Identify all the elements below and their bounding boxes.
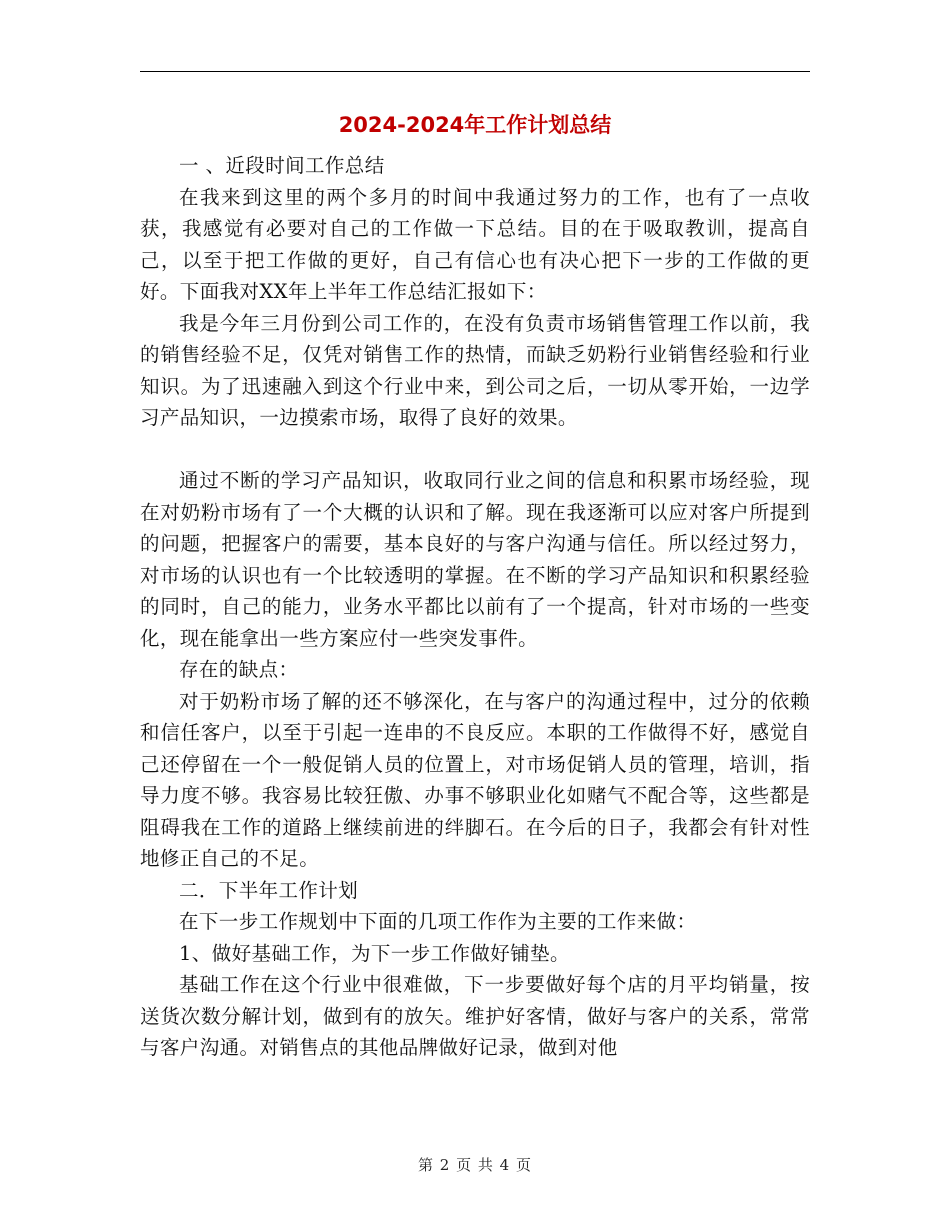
section-heading-plan: 二．下半年工作计划 [179, 878, 359, 902]
section-heading-summary: 一 、近段时间工作总结 [179, 154, 385, 177]
paragraph-background: 我是今年三月份到公司工作的，在没有负责市场销售管理工作以前，我的销售经验不足，仅凭对销售工作的热情，而缺乏奶粉行业销售经验和行业知识。为了迅速融入到这个行业中来，到公司之后，一切从零开始，一边学习产品知识，一边摸索市场，取得了良好的效果。 [140, 311, 810, 429]
header-rule [140, 71, 810, 72]
subheading-shortcomings: 存在的缺点： [179, 658, 299, 681]
document-body [140, 150, 810, 1064]
document-title: 2024-2024年工作计划总结 [338, 113, 612, 137]
paragraph-intro: 在我来到这里的两个多月的时间中我通过努力的工作，也有了一点收获，我感觉有必要对自己的工作做一下总结。目的在于吸取教训，提高自己，以至于把工作做的更好，自己有信心也有决心把下一步的工作做的更好。下面我对XX年上半年工作总结汇报如下： [140, 185, 810, 303]
paragraph-basic-work: 基础工作在这个行业中很难做，下一步要做好每个店的月平均销量，按送货次数分解计划，做到有的放矢。维护好客情，做好与客户的关系，常常与客户沟通。对销售点的其他品牌做好记录，做到对他 [140, 973, 810, 1059]
paragraph-progress: 通过不断的学习产品知识，收取同行业之间的信息和积累市场经验，现在对奶粉市场有了一个大概的认识和了解。现在我逐渐可以应对客户所提到的问题，把握客户的需要，基本良好的与客户沟通与信任。所以经过努力，对市场的认识也有一个比较透明的掌握。在不断的学习产品知识和积累经验的同时，自己的能力，业务水平都比以前有了一个提高，针对市场的一些变化，现在能拿出一些方案应付一些突发事件。 [140, 469, 810, 650]
paragraph-shortcomings: 对于奶粉市场了解的还不够深化，在与客户的沟通过程中，过分的依赖和信任客户，以至于引起一连串的不良反应。本职的工作做得不好，感觉自己还停留在一个一般促销人员的位置上，对市场促销人员的管理，培训，指导力度不够。我容易比较狂傲、办事不够职业化如赌气不配合等，这些都是阻碍我在工作的道路上继续前进的绊脚石。在今后的日子，我都会有针对性地修正自己的不足。 [140, 689, 810, 870]
plan-item-1: 1、做好基础工作，为下一步工作做好铺垫。 [179, 941, 570, 965]
page-footer: 第 2 页 共 4 页 [418, 1156, 532, 1174]
paragraph-plan-intro: 在下一步工作规划中下面的几项工作作为主要的工作来做： [179, 910, 697, 933]
